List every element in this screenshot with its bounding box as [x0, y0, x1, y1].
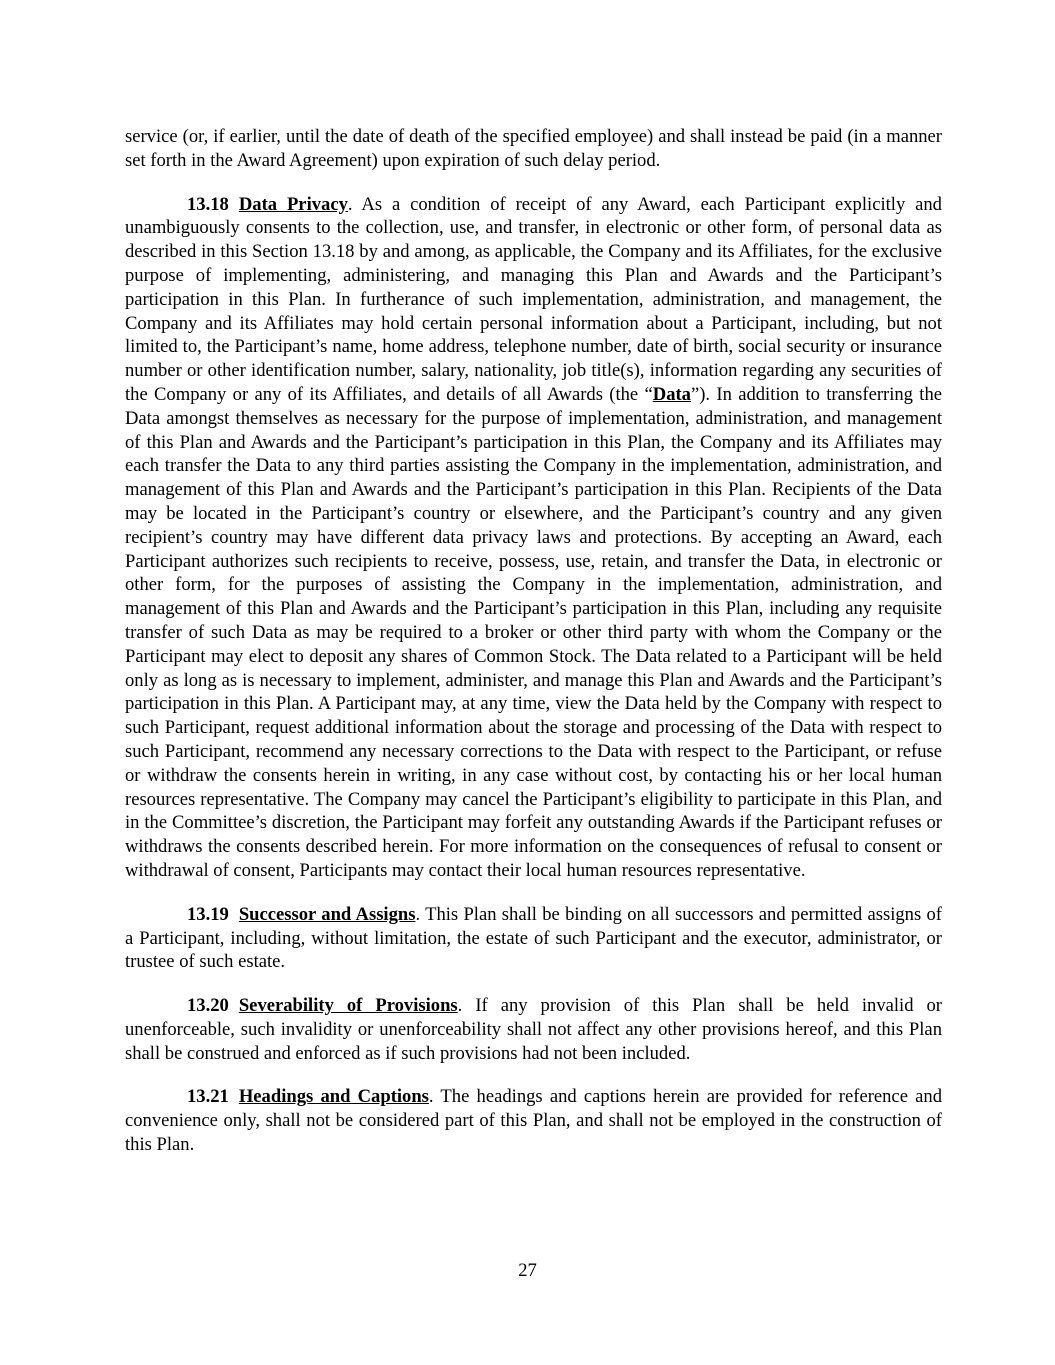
section-text: . As a condition of receipt of any Award, each Participant explicitly and unambiguously consents to the collection, use, and transfer, in electronic or other form, of personal data as described in this Section 13.18 by and among, as applicable, the Company and its Affiliates, for the exclusive purpose of implementing, administering, and managing this Plan and Awards and the Participant’s participation in this Plan. In furtherance of such implementation, administration, and management, the Company and its Affiliates may hold certain personal information about a Participant, including, but not limited to, the Participant’s name, home address, telephone number, date of birth, social security or insurance number or other identification number, salary, nationality, job title(s), information regarding any securities of the Company or any of its Affiliates, and details of all Awards (the “: [125, 193, 942, 405]
section-number: 13.21: [187, 1086, 229, 1108]
section-13-20-paragraph: [125, 994, 942, 1065]
document-page: [125, 125, 942, 1177]
section-text: . The headings and captions herein are provided for reference and convenience only, shall not be considered part of this Plan, and shall not be employed in the construction of this Plan.: [125, 1086, 942, 1156]
section-13-19-paragraph: [125, 903, 942, 974]
continuation-text: service (or, if earlier, until the date of death of the specified employee) and shall instead be paid (in a manner set forth in the Award Agreement) upon expiration of such delay period.: [125, 126, 942, 171]
section-title: Headings and Captions: [238, 1086, 429, 1108]
section-13-21-paragraph: [125, 1085, 942, 1156]
section-text-continued: ”). In addition to transferring the Data amongst themselves as necessary for the purpose of implementation, administration, and management of this Plan and Awards and the Participant’s participation in this Plan, the Company and its Affiliates may each transfer the Data to any third parties assisting the Company in the implementation, administration, and management of this Plan and Awards and the Participant’s participation in this Plan. Recipients of the Data may be located in the Participant’s country or elsewhere, and the Participant’s country and any given recipient’s country may have different data privacy laws and protections. By accepting an Award, each Participant authorizes such recipients to receive, possess, use, retain, and transfer the Data, in electronic or other form, for the purposes of assisting the Company in the implementation, administration, and management of this Plan and Awards and the Participant’s participation in this Plan, including any requisite transfer of such Data as may be required to a broker or other third party with whom the Company or the Participant may elect to deposit any shares of Common Stock. The Data related to a Participant will be held only as long as is necessary to implement, administer, and manage this Plan and Awards and the Participant’s participation in this Plan. A Participant may, at any time, view the Data held by the Company with respect to such Participant, request additional information about the storage and processing of the Data with respect to such Participant, recommend any necessary corrections to the Data with respect to the Participant, or refuse or withdraw the consents herein in writing, in any case without cost, by contacting his or her local human resources representative. The Company may cancel the Participant’s eligibility to participate in this Plan, and in the Committee’s discretion, the Participant may forfeit any outstanding Awards if the Participant refuses or withdraws the consents described herein. For more information on the consequences of refusal to consent or withdrawal of consent, Participants may contact their local human resources representative.: [125, 383, 942, 881]
section-title: Successor and Assigns: [238, 903, 416, 925]
section-13-18-paragraph: [125, 193, 942, 883]
defined-term: Data: [652, 383, 691, 405]
page-number: 27: [518, 1260, 537, 1281]
section-number: 13.19: [187, 903, 229, 925]
section-text: . This Plan shall be binding on all successors and permitted assigns of a Participant, including, without limitation, the estate of such Participant and the executor, administrator, or trustee of such estate.: [125, 903, 942, 973]
continuation-paragraph: [125, 125, 942, 173]
section-title: Data Privacy: [238, 193, 348, 215]
section-text: . If any provision of this Plan shall be held invalid or unenforceable, such invalidity or unenforceability shall not affect any other provisions hereof, and this Plan shall be construed and enforced as if such provisions had not been included.: [125, 995, 942, 1064]
section-title: Severability of Provisions: [238, 995, 458, 1017]
section-number: 13.20: [187, 995, 229, 1017]
section-number: 13.18: [187, 193, 229, 215]
